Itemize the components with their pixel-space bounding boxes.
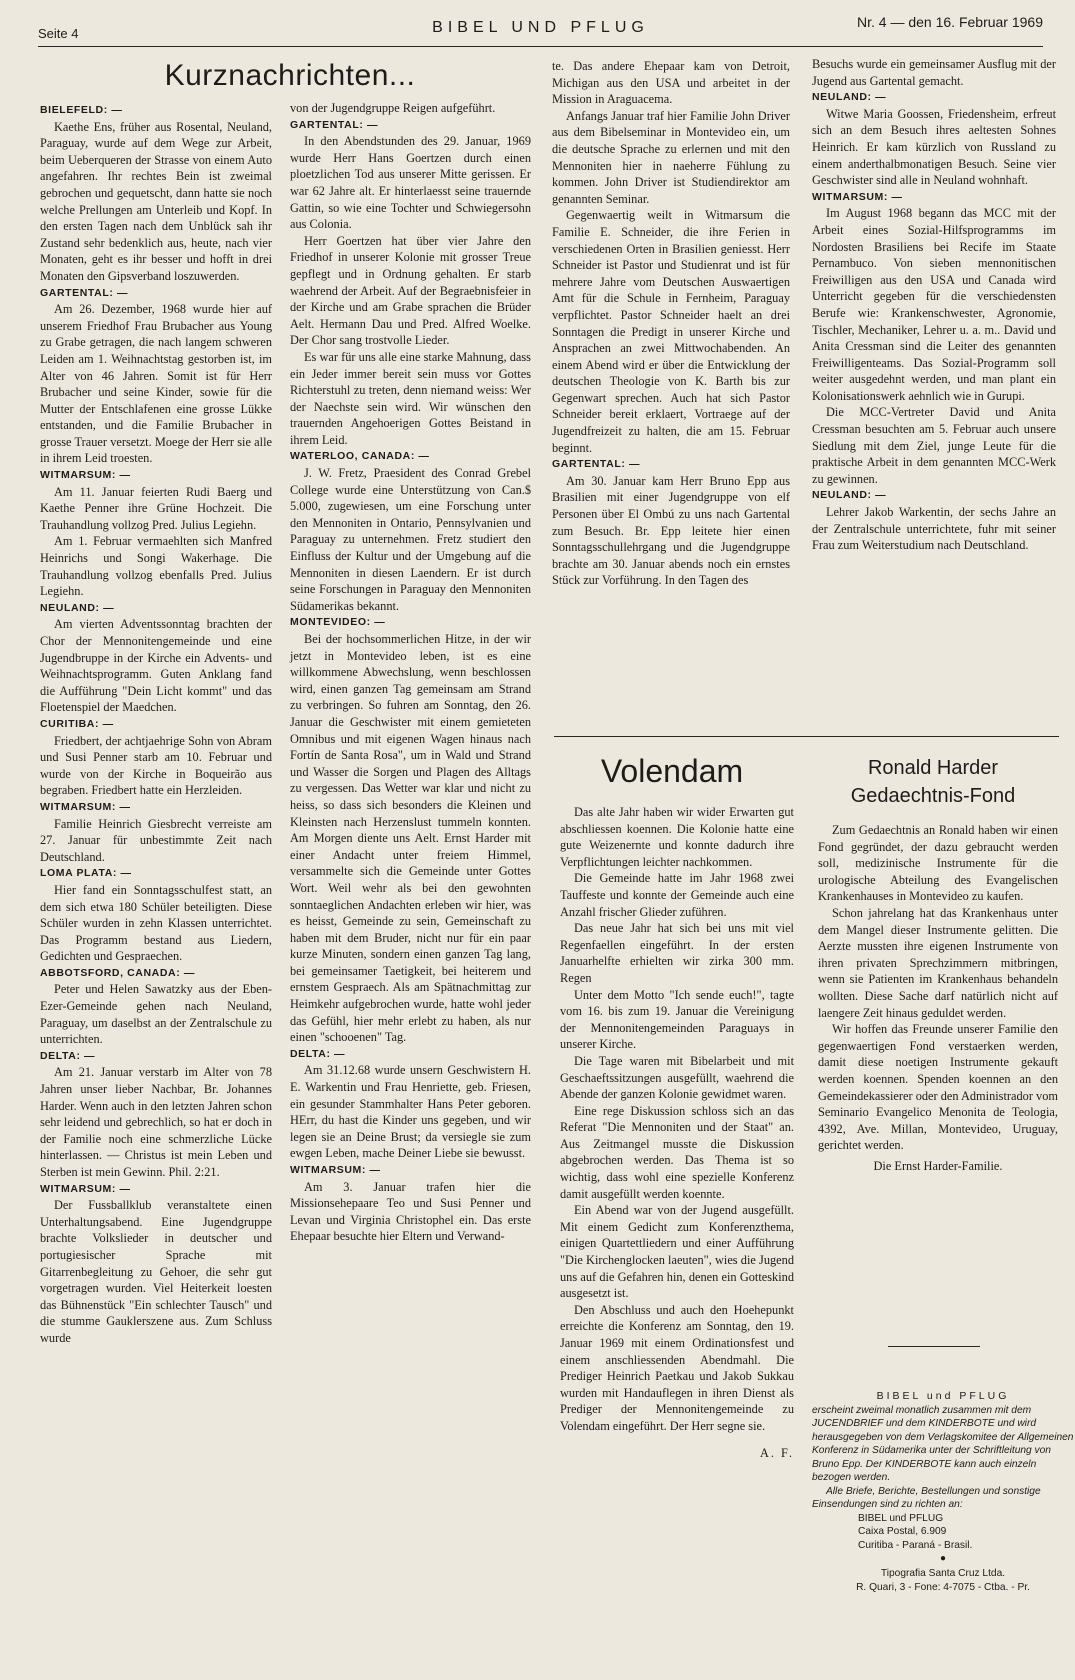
volendam-title: Volendam: [600, 753, 744, 789]
paragraph: Schon jahrelang hat das Krankenhaus unter dem Mangel dieser Instrumente gelitten. Die Aerzte mussten ihre eigenen Instrumente von ihren privaten Sprechzimmern mitbringen, wenn sie Patienten im Krankenhaus behandeln wollten. Diese Sache darf natürlich nicht auf laengere Zeit hinaus geduldet werden.: [818, 905, 1058, 1020]
paragraph-continued: te. Das andere Ehepaar kam von Detroit, Michigan aus den USA und arbeitet in der Mission in Araguacema.: [552, 59, 790, 107]
page-header: [38, 14, 1043, 46]
header-rule: [38, 46, 1043, 47]
column-4-body: [812, 56, 1056, 554]
paragraph: Am 3. Januar trafen hier die Missionsehepaare Teo und Susi Penner und Levan und Virginia Christophel ein. Das erste Ehepaar besuchte hier Eltern und Verwand-: [290, 1179, 531, 1244]
harder-fond-title: [808, 754, 1058, 810]
harder-title-line-1: Ronald Harder: [867, 757, 999, 779]
dateline: WITMARSUM: —: [40, 469, 131, 482]
dateline: NEULAND: —: [40, 601, 115, 614]
dateline: LOMA PLATA: —: [40, 867, 132, 880]
paragraph: Die MCC-Vertreter David und Anita Cressman besuchten am 5. Februar auch unsere Siedlung mit dem Ziel, junge Leute für die praktische Arbeit in dem genannten MCC-Werk zu gewinnen.: [812, 405, 1056, 486]
dateline: ABBOTSFORD, CANADA: —: [40, 966, 195, 979]
imprint-bullet: ●: [939, 1553, 947, 1564]
volendam-article: [560, 804, 794, 1630]
imprint-body-2: Alle Briefe, Berichte, Bestellungen und sonstige Einsendungen sind zu richten an:: [812, 1485, 1041, 1510]
dateline: CURITIBA: —: [40, 717, 114, 730]
dateline: GARTENTAL: —: [552, 458, 641, 471]
paragraph: Friedbert, der achtjaehrige Sohn von Abram und Susi Penner starb am 10. Februar und wurde von der Kirche in Boqueirão aus begraben. Friedbert hatte ein Herzleiden.: [40, 733, 272, 798]
dateline: GARTENTAL: —: [40, 286, 129, 299]
dateline: WITMARSUM: —: [812, 190, 903, 203]
paragraph: Es war für uns alle eine starke Mahnung, dass ein Jeder immer bereit sein muss vor Gottes Richterstuhl zu treten, denn niemand weiss: Wer der Naechste sein wird. Wir wünschen den trauernden Angehoerigen Gottes Beistand in ihrem Leid.: [290, 349, 531, 447]
paragraph: Witwe Maria Goossen, Friedensheim, erfreut sich an dem Besuch ihres aeltesten Sohnes Heinrich. Er kam kürzlich von Russland zu einem anderthalbmonatigen Besuch. Seine vier Geschwister sind alle in Neuland wohnhaft.: [812, 106, 1056, 188]
column-2: [290, 100, 531, 1622]
paragraph: Die Gemeinde hatte im Jahr 1968 zwei Tauffeste und konnte der Gemeinde auch eine Anzahl frischer Glieder zuführen.: [560, 871, 794, 919]
paragraph: Kaethe Ens, früher aus Rosental, Neuland, Paraguay, wurde auf dem Wege zur Arbeit, beim Ueberqueren der Strasse von einem Auto angefahren. Ihr rechtes Bein ist zweimal gebrochen und gequetscht, dann hatte sie noch welche Prellungen am Unterleib und Kopf. In den ersten Tagen nach dem Unblück sah ihr Zustand sehr bedenklich aus, heute, nach vier Monaten, geht es ihr besser und hofft in drei Monaten den Gipsverband loszuwerden.: [40, 119, 272, 283]
issue-date: Nr. 4 — den 16. Februar 1969: [857, 14, 1043, 30]
paragraph: Anfangs Januar traf hier Familie John Driver aus dem Bibelseminar in Montevideo ein, um die deutsche Sprache zu erlernen und mit den Mennoniten hier in naeherre Fühlung zu kommen. John Driver ist Studiendirektor am genannten Seminar.: [552, 108, 790, 206]
dateline: WITMARSUM: —: [40, 800, 131, 813]
paragraph: Das neue Jahr hat sich bei uns mit viel Regenfaellen eingeführt. In der ersten Januarhelfte erhielten wir zirka 300 mm. Regen: [560, 921, 794, 985]
dateline: NEULAND: —: [812, 489, 887, 502]
column-2-body: [290, 100, 531, 1245]
column-4: [812, 56, 1056, 732]
paragraph: Am 11. Januar feierten Rudi Baerg und Kaethe Penner ihre Grüne Hochzeit. Die Trauhandlung vollzog Pred. Julius Legiehn.: [40, 484, 272, 532]
imprint-divider: [888, 1346, 980, 1347]
dateline: WITMARSUM: —: [40, 1182, 131, 1195]
masthead-title: BIBEL UND PFLUG: [432, 19, 649, 36]
dateline: WATERLOO, CANADA: —: [290, 450, 430, 463]
volendam-signature: A. F.: [759, 1445, 794, 1460]
paragraph: Am 1. Februar vermaehlten sich Manfred Heinrichs und Songi Wakerhage. Die Trauhandlung vollzog ebenfalls Pred. Julius Legiehn.: [40, 534, 272, 599]
dateline: NEULAND: —: [812, 91, 887, 104]
imprint-address-2: Caixa Postal, 6.909: [858, 1526, 947, 1537]
paragraph: Im August 1968 begann das MCC mit der Arbeit eines Sozial-Hilfsprogramms im Nordosten Brasiliens bei Recife im Staate Pernambuco. Von sieben mennonitischen Freiwilligen aus den USA und Canada wird Unterricht gegeben für die verschiedensten Berufe wie: Krankenschwester, Agronomie, Tischler, Mechaniker, Lehrer u. a. m.. David und Anita Cressman sind die Leiter des genannten Freiwilligenteams. Das Sozial-Programm soll weiter ausgedehnt werden, und man plant ein Kolonisationswerk aehnlich wie in Gurupi.: [812, 206, 1056, 403]
column-1-body: [40, 102, 272, 1347]
paragraph: Familie Heinrich Giesbrecht verreiste am 27. Januar für unbestimmte Zeit nach Deutschland.: [40, 816, 272, 864]
paragraph: Unter dem Motto "Ich sende euch!", tagte vom 16. bis zum 19. Januar die Vereinigung der Mennonitengemeinden Paraguays in unserer Kirche.: [560, 987, 794, 1052]
paragraph: Herr Goertzen hat über vier Jahre den Friedhof in unserer Kolonie mit grosser Treue gepflegt und in Ordnung gehalten. Er starb waehrend der Arbeit. Auf der Begraebnisfeier in der Kirche und am Grabe sprachen die Brüder Aelt. Hermann Dau und Pred. Alfred Woelke. Der Chor sang trostvolle Lieder.: [290, 233, 531, 348]
paragraph-continued: von der Jugendgruppe Reigen aufgeführt.: [290, 101, 496, 115]
paragraph: Bei der hochsommerlichen Hitze, in der wir jetzt in Montevideo leben, ist es eine willkommene Abwechslung, wenn beschlossen wird, einen ganzen Tag gemeinsam am Strand zu verbringen. So fuhren am Sonntag, den 26. Januar die Geschwister mit einem gemieteten Omnibus und mit eigenen Wagen hinaus nach Fortín de Santa Rosa", um in Wald und Strand und Wasser die Sorgen und Plagen des Alltags zu vergessen. Das Wetter war klar und nicht zu heiss, so dass sich besonders die Kleinen und Kleinsten nach Herzenslust tummeln konnten. Am Morgen diente uns Aelt. Ernst Harder mit einer Andacht unter freiem Himmel, versammelte sich die Gemeinde unter Gottes Wort. Weil wehr als bei den gewohnten sonntaeglichen Andachten erleben wir hier, was es heisst, Gemeinde zu sein, Gemeinschaft zu haben mit dem Bruder, nicht nur für ein paar kurze Minuten, sondern einen ganzen Tag lang, bei gemeinsamer Taetigkeit, bei heiterem und ernstem Gespraech. Als am Spätnachmittag zur Heimkehr aufgebrochen wurde, hatte wohl jeder das Gefühl, hier mehr erlebt zu haben, als nur einen "schooenen" Tag.: [290, 632, 531, 1045]
dateline: MONTEVIDEO: —: [290, 616, 386, 629]
paragraph: Ein Abend war von der Jugend ausgefüllt. Mit einem Gedicht zum Konferenzthema, einigen Quartettliedern und einer Aufführung "Die Kirchenglocken laeuten", wies die Jugend uns auf die Gefahren hin, denen ein Gotteskind ausgesetzt ist.: [560, 1203, 794, 1301]
dateline: DELTA: —: [290, 1047, 346, 1060]
paragraph: Am vierten Adventssonntag brachten der Chor der Mennonitengemeinde und eine Jugendbruppe in der Kirche ein Advents- und Weihnachtsprogramm. Guten Anklang fand die Aufführung "Dein Licht kommt" und das Floetenspiel der Maedchen.: [40, 617, 272, 715]
column-3: [552, 58, 790, 728]
paragraph: Am 31.12.68 wurde unsern Geschwistern H. E. Warkentin und Frau Henriette, geb. Friesen, ein gesunder Stammhalter Hans Peter geboren. HErr, du hast die Kinder uns gegeben, und wir legen sie an Deine Brust; da versiegle sie zum ewgen Leben, mache Deiner Liebe sie bewusst.: [290, 1063, 531, 1161]
page-number: Seite 4: [38, 26, 79, 41]
harder-fond-article: [818, 822, 1058, 1310]
kurznachrichten-title: Kurznachrichten...: [164, 59, 416, 92]
paragraph: Eine rege Diskussion schloss sich an das Referat "Die Mennoniten und der Staat" an. Aus Zeitmangel musste die Diskussion abgebrochen werden. Das Thema ist so wichtig, dass wohl eine spezielle Konferenz damit ausgefüllt werden koennte.: [560, 1103, 794, 1201]
paragraph: Wir hoffen das Freunde unserer Familie den gegenwaertigen Fond verstaerken werden, damit diese noetigen Instrumente gekauft werden koennen. Spenden koennen an den Gemeindekassierer oder den Administrador vom Seminario Evangelico Menonita de Teologia, 4392, Ave. Millan, Montevideo, Uruguay, gerichtet werden.: [818, 1022, 1058, 1153]
paragraph: Zum Gedaechtnis an Ronald haben wir einen Fond gegründet, der dazu gebraucht werden soll, medizinische Instrumente für die urologische Abteilung des Evangelischen Krankenhauses in Montevideo zu kaufen.: [818, 823, 1058, 904]
paragraph: Den Abschluss und auch den Hoehepunkt erreichte die Konferenz am Sonntag, den 19. Januar 1969 mit einem Ordinationsfest und einem anschliessenden Abendmahl. Die Prediger Heinrich Paetkau und Jakob Sukkau wurden mit Handauflegen in ihren Dienst als Prediger der Mennonitengemeinde zu Volendam eingeführt. Der Herr segne sie.: [560, 1302, 794, 1433]
imprint-address-3: Curitiba - Paraná - Brasil.: [858, 1539, 973, 1551]
paragraph: Das alte Jahr haben wir wider Erwarten gut abschliessen koennen. Die Kolonie hatte eine gute Weizenernte und konnte dadurch ihre Verpflichtungen leichter nachkommen.: [560, 805, 794, 869]
paragraph: Am 21. Januar verstarb im Alter von 78 Jahren unser lieber Nachbar, Br. Johannes Harder. Wenn auch in den letzten Jahren schon sehr leidend und gebrechlich, so hat er doch in der Familie noch eine schmerzliche Lücke hinterlassen. — Christus ist mein Leben und Sterben ist mein Gewinn. Phil. 2:21.: [40, 1065, 272, 1179]
column-3-body: [552, 58, 790, 589]
harder-body: [818, 822, 1058, 1154]
harder-signature: Die Ernst Harder-Familie.: [873, 1158, 1003, 1173]
dateline: BIELEFELD: —: [40, 104, 123, 116]
paragraph: Am 26. Dezember, 1968 wurde hier auf unserem Friedhof Frau Brubacher aus Young zu Grabe getragen, die nach langem schweren Leiden am 1. Weihnachtstag gestorben ist, im Alter von 46 Jahren. Somit ist für Herr Brubacher und seine Kinder, sowie für die Mutter der Entschlafenen eine grosse Lükke entstanden, und die Familie Brubacher in grosse Trauer versetzt. Moege der Herr sie alle in ihrem Leid troesten.: [40, 302, 272, 466]
dateline: GARTENTAL: —: [290, 118, 379, 131]
imprint-title: BIBEL und PFLUG: [876, 1390, 1010, 1402]
paragraph: Die Tage waren mit Bibelarbeit und mit Geschaeftssitzungen ausgefüllt, waehrend die Abende der ganzen Kolonie gewidmet waren.: [560, 1053, 794, 1102]
paragraph: Lehrer Jakob Warkentin, der sechs Jahre an der Zentralschule unterrichtete, fuhr mit seiner Frau zum Weiterstudium nach Deutschland.: [812, 505, 1056, 553]
harder-title-line-2: Gedaechtnis-Fond: [850, 785, 1016, 807]
paragraph: Der Fussballklub veranstaltete einen Unterhaltungsabend. Eine Jugendgruppe brachte Volkslieder in deutscher und portugiesischer Sprache mit Gitarrenbegleitung zu Gehoer, die sehr gut vorgetragen wurden. Viel Heiterkeit loesten das Bühnenstück "Ein schlechter Tausch" und die stumme Gauklerszene aus. Zum Schluss wurde: [40, 1198, 272, 1345]
dateline: DELTA: —: [40, 1049, 96, 1062]
imprint-printer: Tipografia Santa Cruz Ltda.: [880, 1567, 1006, 1579]
imprint-body: erscheint zweimal monatlich zusammen mit dem JUCENDBRIEF und dem KINDERBOTE und wird herausgegeben von dem Verlagskomitee der Allgemeinen Konferenz in Südamerika unter der Schriftleitung von Bruno Epp. Der KINDERBOTE kann auch einzeln bezogen werden.: [812, 1404, 1074, 1483]
paragraph-continued: Besuchs wurde ein gemeinsamer Ausflug mit der Jugend aus Gartental gemacht.: [812, 57, 1056, 88]
volendam-body: [560, 804, 794, 1435]
imprint-printer-address: R. Quari, 3 - Fone: 4-7075 - Ctba. - Pr.: [856, 1582, 1030, 1593]
dateline: WITMARSUM: —: [290, 1164, 381, 1176]
paragraph: J. W. Fretz, Praesident des Conrad Grebel College wurde eine Unterstützung von Can.$ 5.000, zugewiesen, um eine Forschung unter den Mennoniten in Ontario, Pennsylvanien und Paraguay zu unternehmen. Fretz studiert den Einfluss der Kultur und der Umgebung auf die Mennoniten in diesen Laendern. Er ist durch seine Forschungen in Paraguay den Mennoniten Südamerikas bekannt.: [290, 466, 531, 613]
paragraph: Peter und Helen Sawatzky aus der Eben-Ezer-Gemeinde gehen nach Neuland, Paraguay, um daselbst an der Zentralschule zu unterrichten.: [40, 982, 272, 1047]
section-divider: [554, 736, 1059, 737]
paragraph: Gegenwaertig weilt in Witmarsum die Familie E. Schneider, die ihre Ferien in verschiedenen Orten in Brasilien geniesst. Herr Schneider ist Pastor und Studienrat und ist für mehrere Jahre vom Deutschen Auswaertigen Amt für die Schule in Fernheim, Paraguay verpflichtet. Pastor Schneider haelt an drei Sonntagen die Predigt in unserer Kirche und Ansprachen an zwei Mittwochabenden. An einem Abend wird er über die Entwicklung der deutschen Theologie von K. Barth bis zur Gegenwart sprechen. Auch hat sich Pastor Schneider bereit erklaert, Vortraege auf der Jugendfreizeit zu halten, die am 15. Februar beginnt.: [552, 208, 790, 455]
imprint-box: [812, 1390, 1074, 1595]
paragraph: Hier fand ein Sonntagsschulfest statt, an dem sich etwa 180 Schüler beteiligten. Diese Schüler wurden in zehn Klassen unterrichtet. Das Programm bestand aus Liedern, Gedichten und Gespraechen.: [40, 882, 272, 964]
paragraph: In den Abendstunden des 29. Januar, 1969 wurde Herr Hans Goertzen durch einen ploetzlichen Tod aus unserer Mitte gerissen. Er war 62 Jahre alt. Er hinterlaesst seine trauernde Gattin, so wie eine Tochter und Schwiegersohn aus Colonia.: [290, 134, 531, 232]
paragraph: Am 30. Januar kam Herr Bruno Epp aus Brasilien mit einer Jugendgruppe von elf Personen über El Ombú zu uns nach Gartental zum Besuch. Br. Epp leitete hier einen Sonntagsschullehrgang und die Jugendgruppe brachte am 30. Januar abends noch ein ernstes Stück zur Vorführung. In den Tagen des: [552, 473, 790, 588]
imprint-address-1: BIBEL und PFLUG: [858, 1512, 944, 1524]
